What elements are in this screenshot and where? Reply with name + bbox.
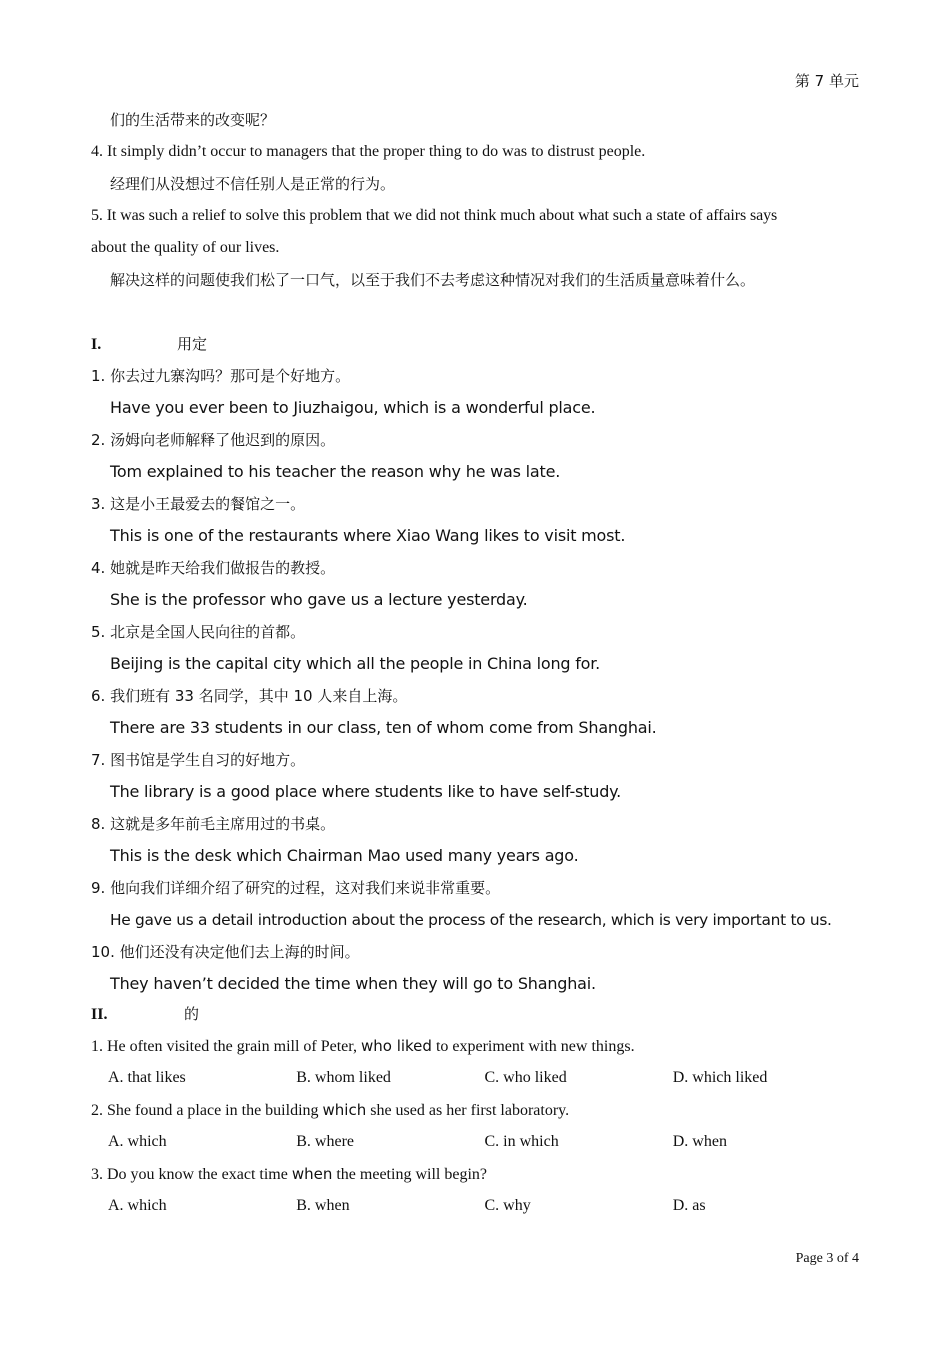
stem-text: 2. She found a place in the building — [91, 1102, 323, 1119]
exercise-item — [91, 424, 861, 488]
item-4-english: 4. It simply didn’t occur to managers that the proper thing to do was to distrust people. — [91, 143, 646, 160]
stem-text: 3. Do you know the exact time — [91, 1166, 292, 1183]
exercise-item — [91, 360, 861, 424]
answer-keyword: who liked — [360, 1037, 432, 1055]
exercise-question: 9. 他向我们详细介绍了研究的过程，这对我们来说非常重要。 — [91, 879, 501, 897]
section-1-label: I. — [91, 336, 102, 353]
exercise-answer: He gave us a detail introduction about the process of the research, which is very important to us. — [110, 911, 832, 929]
exercise-answer: Have you ever been to Jiuzhaigou, which is a wonderful place. — [110, 398, 596, 417]
exercise-question: 1. 你去过九寨沟吗？那可是个好地方。 — [91, 367, 351, 385]
exercise-question: 7. 图书馆是学生自习的好地方。 — [91, 751, 306, 769]
exercise-item — [91, 680, 861, 744]
option-a[interactable]: A. that likes — [108, 1069, 186, 1086]
choice-question — [91, 1094, 861, 1158]
unit-header: 第 7 单元 — [794, 72, 859, 90]
exercise-answer: This is the desk which Chairman Mao used many years ago. — [110, 846, 579, 865]
option-d[interactable]: D. which liked — [672, 1069, 768, 1086]
item-5-chinese: 解决这样的问题使我们松了一口气，以至于我们不去考虑这种情况对我们的生活质量意味着什么。 — [110, 271, 756, 289]
line-cn-continuation: 们的生活带来的改变呢？ — [110, 111, 276, 129]
section-1-title: 用定 — [177, 335, 208, 353]
exercise-answer: Beijing is the capital city which all the people in China long for. — [110, 654, 601, 673]
section-1-heading — [91, 328, 861, 360]
exercise-question: 4. 她就是昨天给我们做报告的教授。 — [91, 559, 336, 577]
answer-options — [91, 1126, 861, 1158]
option-b[interactable]: B. where — [296, 1133, 355, 1150]
question-stem — [91, 1094, 861, 1126]
item-5-english-line1: 5. It was such a relief to solve this problem that we did not think much about what such a state of affairs says — [91, 207, 778, 224]
option-d[interactable]: D. as — [672, 1197, 706, 1214]
choice-question — [91, 1158, 861, 1222]
exercise-answer: They haven’t decided the time when they will go to Shanghai. — [110, 974, 596, 993]
answer-options — [91, 1190, 861, 1222]
exercise-answer: Tom explained to his teacher the reason why he was late. — [110, 462, 561, 481]
answer-keyword: which — [322, 1101, 367, 1119]
stem-text: she used as her first laboratory. — [366, 1102, 570, 1119]
exercise-item — [91, 552, 861, 616]
section-2-label: II. — [91, 1006, 108, 1023]
item-4-chinese: 经理们从没想过不信任别人是正常的行为。 — [110, 175, 396, 193]
exercise-answer: This is one of the restaurants where Xiao Wang likes to visit most. — [110, 526, 626, 545]
item-5-english-line2: about the quality of our lives. — [91, 239, 280, 256]
exercise-question: 3. 这是小王最爱去的餐馆之一。 — [91, 495, 306, 513]
exercise-item — [91, 488, 861, 552]
answer-options — [91, 1062, 861, 1094]
question-stem — [91, 1158, 861, 1190]
option-b[interactable]: B. when — [296, 1197, 350, 1214]
stem-text: to experiment with new things. — [431, 1038, 635, 1055]
exercise-question: 5. 北京是全国人民向往的首都。 — [91, 623, 306, 641]
exercise-item — [91, 616, 861, 680]
exercise-answer: There are 33 students in our class, ten of whom come from Shanghai. — [110, 718, 657, 737]
option-d[interactable]: D. when — [672, 1133, 727, 1150]
exercise-answer: The library is a good place where students like to have self-study. — [110, 782, 622, 801]
section-2-heading — [91, 998, 861, 1030]
exercise-item — [91, 872, 861, 936]
exercise-question: 10. 他们还没有决定他们去上海的时间。 — [91, 943, 360, 961]
page-number: Page 3 of 4 — [795, 1251, 859, 1266]
section-1 — [91, 328, 861, 1000]
section-2-title: 的 — [184, 1005, 200, 1023]
stem-text: the meeting will begin? — [332, 1166, 487, 1183]
choice-question — [91, 1030, 861, 1094]
answer-keyword: when — [291, 1165, 333, 1183]
exercise-question: 8. 这就是多年前毛主席用过的书桌。 — [91, 815, 336, 833]
question-stem — [91, 1030, 861, 1062]
option-c[interactable]: C. in which — [484, 1133, 559, 1150]
exercise-item — [91, 936, 861, 1000]
exercise-question: 6. 我们班有 33 名同学，其中 10 人来自上海。 — [91, 687, 408, 705]
option-a[interactable]: A. which — [108, 1133, 167, 1150]
exercise-answer: She is the professor who gave us a lecture yesterday. — [110, 590, 528, 609]
translation-notes — [91, 104, 861, 296]
stem-text: 1. He often visited the grain mill of Peter, — [91, 1038, 361, 1055]
exercise-item — [91, 808, 861, 872]
section-1-items — [91, 360, 861, 1000]
exercise-item — [91, 744, 861, 808]
option-c[interactable]: C. why — [484, 1197, 531, 1214]
exercise-question: 2. 汤姆向老师解释了他迟到的原因。 — [91, 431, 336, 449]
section-2 — [91, 998, 861, 1222]
option-c[interactable]: C. who liked — [484, 1069, 567, 1086]
option-a[interactable]: A. which — [108, 1197, 167, 1214]
option-b[interactable]: B. whom liked — [296, 1069, 391, 1086]
